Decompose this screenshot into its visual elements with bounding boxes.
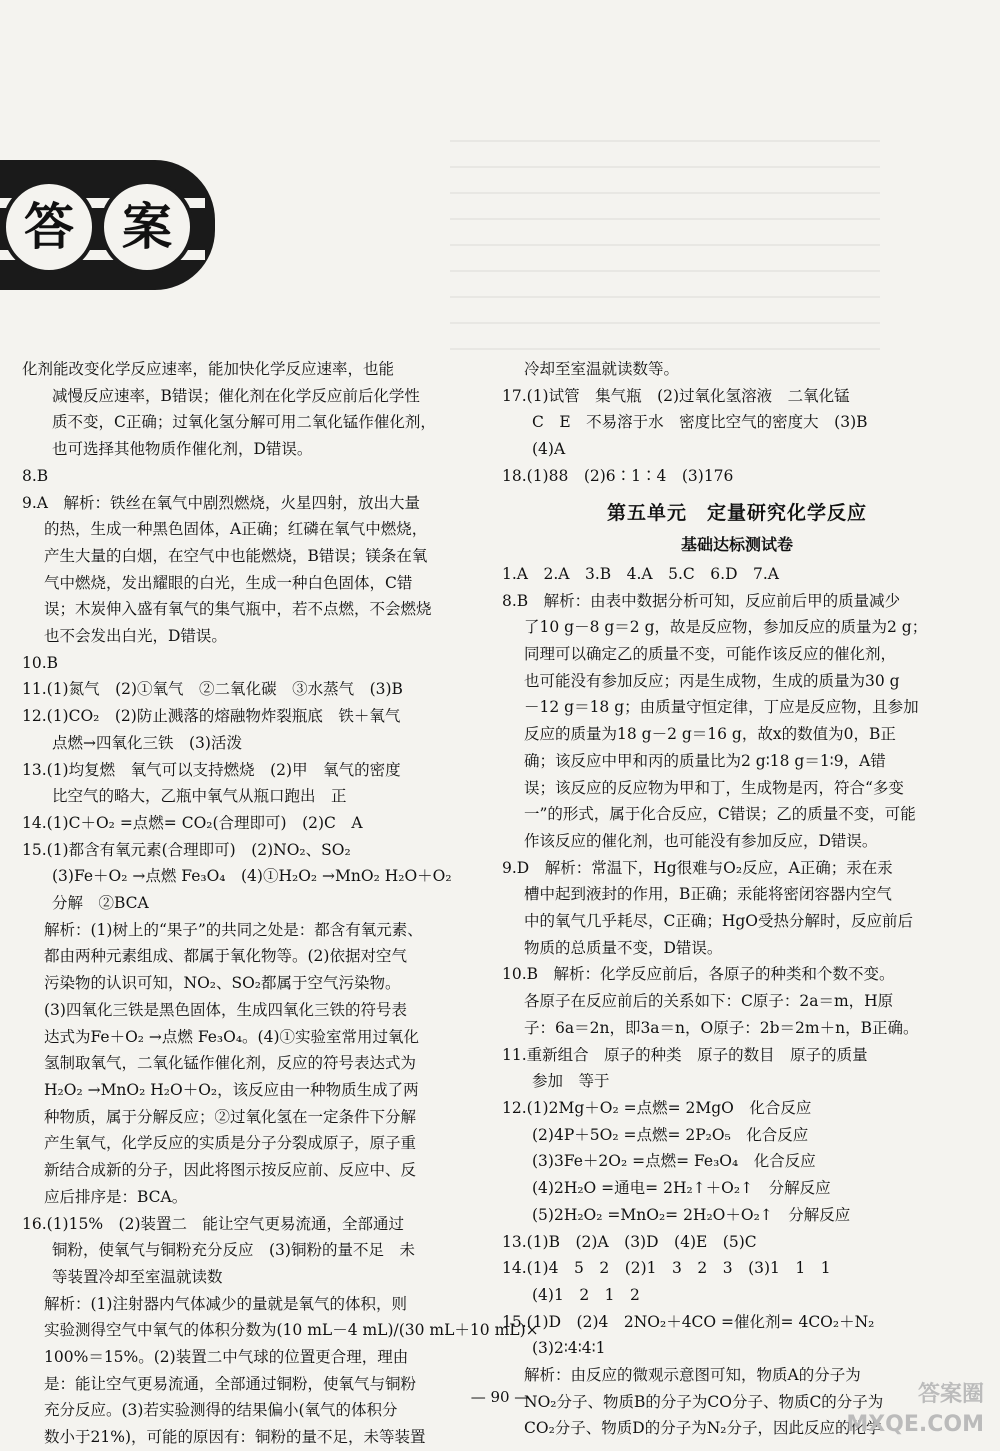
text-line: (5)2H₂O₂ =MnO₂= 2H₂O＋O₂↑ 分解反应 xyxy=(532,1205,851,1224)
text-line: 9.D 解析：常温下，Hg很难与O₂反应，A正确；汞在汞 xyxy=(502,858,893,877)
text-line: 15.(1)都含有氧元素(合理即可) (2)NO₂、SO₂ xyxy=(22,840,351,859)
text-line: 产生大量的白烟，在空气中也能燃烧，B错误；镁条在氧 xyxy=(44,546,428,565)
text-line: 8.B xyxy=(22,466,49,485)
answer-banner xyxy=(0,150,230,300)
text-line: 冷却至室温就读数等。 xyxy=(524,360,680,378)
text-line: 铜粉，使氧气与铜粉充分反应 (3)铜粉的量不足 未 xyxy=(52,1241,415,1260)
text-line: (2)4P＋5O₂ =点燃= 2P₂O₅ 化合反应 xyxy=(532,1125,809,1144)
text-line: 气中燃烧，发出耀眼的白光，生成一种白色固体，C错 xyxy=(44,573,413,592)
text-line: 15.(1)D (2)4 2NO₂＋4CO =催化剂= 4CO₂＋N₂ xyxy=(502,1312,875,1331)
right-column xyxy=(502,356,972,1442)
text-line: (4)1 2 1 2 xyxy=(532,1285,640,1304)
text-line: 11.重新组合 原子的种类 原子的数目 原子的质量 xyxy=(502,1045,868,1064)
text-line: 也不会发出白光，D错误。 xyxy=(44,627,227,646)
text-line: 中的氧气几乎耗尽，C正确；HgO受热分解时，反应前后 xyxy=(524,912,914,931)
watermark-logo xyxy=(846,1380,984,1440)
text-line: (3)Fe＋O₂ →点燃 Fe₃O₄ (4)①H₂O₂ →MnO₂ H₂O＋O₂ xyxy=(52,867,452,886)
text-line: 种物质，属于分解反应；②过氧化氢在一定条件下分解 xyxy=(44,1107,417,1126)
text-line: 应后排序是：BCA。 xyxy=(44,1187,188,1206)
text-line: 新结合成新的分子，因此将图示按反应前、反应中、反 xyxy=(44,1161,417,1180)
text-line: 14.(1)4 5 2 (2)1 3 2 3 (3)1 1 1 xyxy=(502,1259,831,1278)
banner-char-2: 案 xyxy=(100,180,194,274)
text-line: NO₂分子、物质B的分子为CO分子、物质C的分子为 xyxy=(524,1392,884,1411)
text-line: －12 g＝18 g；由质量守恒定律，丁应是反应物，且参加 xyxy=(524,698,919,717)
text-line: 18.(1)88 (2)6∶1∶4 (3)176 xyxy=(502,466,734,485)
text-line: 实验测得空气中氧气的体积分数为(10 mL－4 mL)/(30 mL＋10 mL)× xyxy=(44,1321,539,1340)
text-line: 同理可以确定乙的质量不变，可能作该反应的催化剂， xyxy=(524,645,897,664)
text-line: 12.(1)2Mg＋O₂ =点燃= 2MgO 化合反应 xyxy=(502,1098,812,1117)
text-line: 数小于21%)，可能的原因有：铜粉的量不足，未等装置 xyxy=(44,1428,426,1447)
text-line: 100%＝15%。(2)装置二中气球的位置更合理，理由 xyxy=(44,1348,409,1367)
text-line: 解析：(1)树上的“果子”的共同之处是：都含有氧元素、 xyxy=(44,920,423,939)
text-line: 产生氧气，化学反应的实质是分子分裂成原子，原子重 xyxy=(44,1134,417,1153)
text-line: 13.(1)B (2)A (3)D (4)E (5)C xyxy=(502,1232,757,1251)
text-line: 分解 ②BCA xyxy=(52,894,149,913)
text-line: 11.(1)氮气 (2)①氧气 ②二氧化碳 ③水蒸气 (3)B xyxy=(22,680,403,699)
text-line: 9.A 解析：铁丝在氧气中剧烈燃烧，火星四射，放出大量 xyxy=(22,493,420,512)
text-line: 10.B xyxy=(22,653,59,672)
text-line: 也可能没有参加反应；丙是生成物，生成的质量为30 g xyxy=(524,671,900,690)
text-line: 减慢反应速率，B错误；催化剂在化学反应前后化学性 xyxy=(52,386,420,405)
text-line: 充分反应。(3)若实验测得的结果偏小(氧气的体积分 xyxy=(44,1401,398,1420)
unit-title: 第五单元 定量研究化学反应 xyxy=(606,501,867,524)
text-line: 误；木炭伸入盛有氧气的集气瓶中，若不点燃，不会燃烧 xyxy=(44,600,432,619)
text-line: 的热，生成一种黑色固体，A正确；红磷在氧气中燃烧， xyxy=(44,520,428,539)
text-line: (4)2H₂O =通电= 2H₂↑＋O₂↑ 分解反应 xyxy=(532,1179,831,1198)
text-line: H₂O₂ →MnO₂ H₂O＋O₂，该反应由一种物质生成了两 xyxy=(44,1080,419,1099)
text-line: 12.(1)CO₂ (2)防止溅落的熔融物炸裂瓶底 铁＋氧气 xyxy=(22,707,401,726)
text-line: 化剂能改变化学反应速率，能加快化学反应速率，也能 xyxy=(22,360,395,378)
text-line: 都由两种元素组成、都属于氧化物等。(2)依据对空气 xyxy=(44,947,407,966)
banner-char-1: 答 xyxy=(2,180,96,274)
text-line: 槽中起到液封的作用，B正确；汞能将密闭容器内空气 xyxy=(524,885,892,904)
text-line: 13.(1)均复燃 氧气可以支持燃烧 (2)甲 氧气的密度 xyxy=(22,760,401,779)
text-line: 质不变，C正确；过氧化氢分解可用二氧化锰作催化剂， xyxy=(52,413,436,432)
text-line: C E 不易溶于水 密度比空气的密度大 (3)B xyxy=(532,413,868,432)
test-subtitle: 基础达标测试卷 xyxy=(680,535,793,555)
text-line: 点燃→四氧化三铁 (3)活泼 xyxy=(52,733,242,752)
text-line: (4)A xyxy=(532,440,566,459)
text-line: 也可选择其他物质作催化剂，D错误。 xyxy=(52,440,313,459)
text-line: 反应的质量为18 g－2 g＝16 g，故x的数值为0，B正 xyxy=(524,725,896,744)
watermark-url: MXQE.COM xyxy=(846,1412,984,1437)
text-line: CO₂分子、物质D的分子为N₂分子，因此反应的化学 xyxy=(524,1419,882,1438)
text-line: 比空气的略大，乙瓶中氧气从瓶口跑出 正 xyxy=(52,787,347,806)
text-line: 解析：由反应的微观示意图可知，物质A的分子为 xyxy=(524,1366,861,1385)
text-line: 等装置冷却至室温就读数 xyxy=(52,1267,223,1286)
text-line: 10.B 解析：化学反应前后，各原子的种类和个数不变。 xyxy=(502,965,895,984)
text-line: 16.(1)15% (2)装置二 能让空气更易流通，全部通过 xyxy=(22,1214,405,1233)
text-line: 子：6a＝2n，即3a＝n，O原子：2b＝2m＋n，B正确。 xyxy=(524,1018,919,1037)
text-line: (3)3Fe＋2O₂ =点燃= Fe₃O₄ 化合反应 xyxy=(532,1152,816,1171)
faded-background-print xyxy=(450,120,880,350)
text-line: 误；该反应的反应物为甲和丁，生成物是丙，符合“多变 xyxy=(524,778,904,797)
text-line: 一”的形式，属于化合反应，C错误；乙的质量不变，可能 xyxy=(524,805,916,824)
text-line: 17.(1)试管 集气瓶 (2)过氧化氢溶液 二氧化锰 xyxy=(502,386,850,405)
text-line: 解析：(1)注射器内气体减少的量就是氧气的体积，则 xyxy=(44,1294,407,1313)
watermark-text: 答案圈 xyxy=(917,1382,984,1407)
text-line: 污染物的认识可知，NO₂、SO₂都属于空气污染物。 xyxy=(44,974,401,993)
text-line: 8.B 解析：由表中数据分析可知，反应前后甲的质量减少 xyxy=(502,591,901,610)
text-line: 是：能让空气更易流通，全部通过铜粉，使氧气与铜粉 xyxy=(44,1374,417,1393)
text-line: 各原子在反应前后的关系如下：C原子：2a＝m，H原 xyxy=(524,992,894,1011)
text-line: 14.(1)C＋O₂ =点燃= CO₂(合理即可) (2)C A xyxy=(22,813,363,832)
text-line: 参加 等于 xyxy=(532,1072,610,1091)
text-line: 确；该反应中甲和丙的质量比为2 g∶18 g＝1∶9，A错 xyxy=(524,751,886,770)
text-line: 1.A 2.A 3.B 4.A 5.C 6.D 7.A xyxy=(502,564,779,583)
text-line: 了10 g－8 g＝2 g，故是反应物，参加反应的质量为2 g； xyxy=(524,618,928,637)
text-line: (3)2∶4∶4∶1 xyxy=(532,1339,606,1358)
text-line: 作该反应的催化剂，也可能没有参加反应，D错误。 xyxy=(524,831,878,850)
text-line: 达式为Fe＋O₂ →点燃 Fe₃O₄。(4)①实验室常用过氧化 xyxy=(44,1027,420,1046)
text-line: (3)四氧化三铁是黑色固体，生成四氧化三铁的符号表 xyxy=(44,1000,407,1019)
text-line: 物质的总质量不变，D错误。 xyxy=(524,938,723,957)
page-number: — 90 — xyxy=(470,1388,530,1406)
text-line: 氢制取氧气，二氧化锰作催化剂，反应的符号表达式为 xyxy=(44,1054,417,1073)
